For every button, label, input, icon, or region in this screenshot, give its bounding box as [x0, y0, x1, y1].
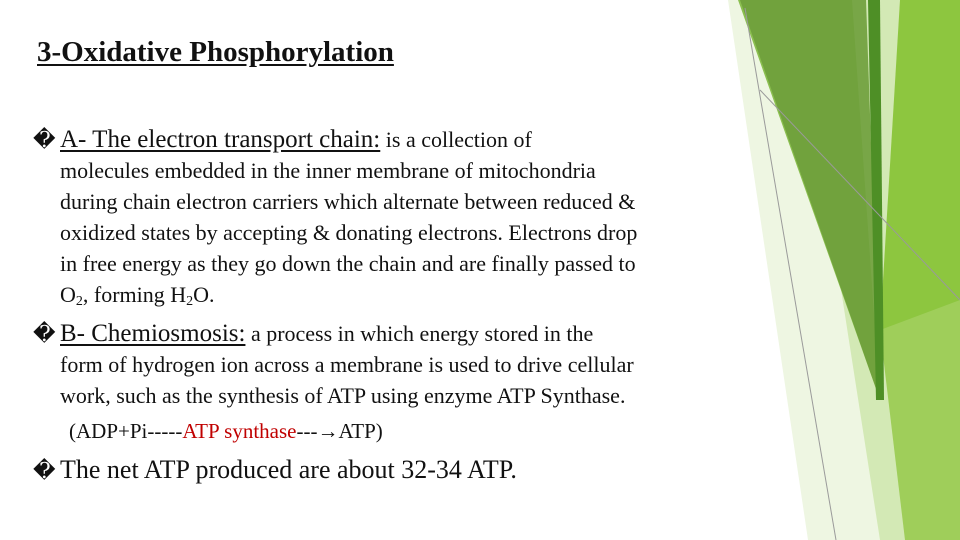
net-atp-text: The net ATP produced are about 32-34 ATP.	[60, 455, 517, 484]
section-b-line-1: form of hydrogen ion across a membrane is used to drive cellular	[60, 352, 634, 377]
equation-product: ---→ATP)	[296, 419, 383, 443]
atp-equation	[69, 416, 383, 447]
forming-text: , forming H	[82, 282, 187, 307]
section-a-text: is a collection of	[380, 127, 532, 152]
bullet-icon: �	[33, 458, 56, 483]
slide-title: 3-Oxidative Phosphorylation	[37, 36, 394, 68]
hydrogen-subscript: 2	[186, 294, 194, 309]
section-a-heading: A- The electron transport chain:	[60, 126, 381, 153]
equation-reactants: (ADP+Pi-----	[69, 419, 183, 443]
equation-enzyme: ATP synthase	[182, 419, 297, 443]
section-a-paragraph	[33, 124, 637, 310]
oxygen-symbol: O	[60, 282, 76, 307]
section-a-line-5	[33, 279, 637, 310]
section-b-text: a process in which energy stored in the	[245, 321, 594, 346]
bullet-icon: �	[33, 127, 56, 152]
water-end-text: O.	[193, 282, 215, 307]
section-b-heading: B- Chemiosmosis:	[60, 320, 246, 347]
section-b-paragraph	[33, 318, 634, 411]
section-a-line-3: oxidized states by accepting & donating electrons. Electrons drop	[60, 220, 638, 245]
oxygen-subscript: 2	[75, 294, 83, 309]
net-atp-statement	[33, 453, 517, 488]
section-a-line-4: in free energy as they go down the chain and are finally passed to	[60, 251, 636, 276]
section-b-line-2: work, such as the synthesis of ATP using enzyme ATP Synthase.	[60, 383, 626, 408]
section-a-line-2: during chain electron carriers which alternate between reduced &	[60, 189, 636, 214]
section-a-line-1: molecules embedded in the inner membrane of mitochondria	[60, 158, 596, 183]
bullet-icon: �	[33, 321, 56, 346]
